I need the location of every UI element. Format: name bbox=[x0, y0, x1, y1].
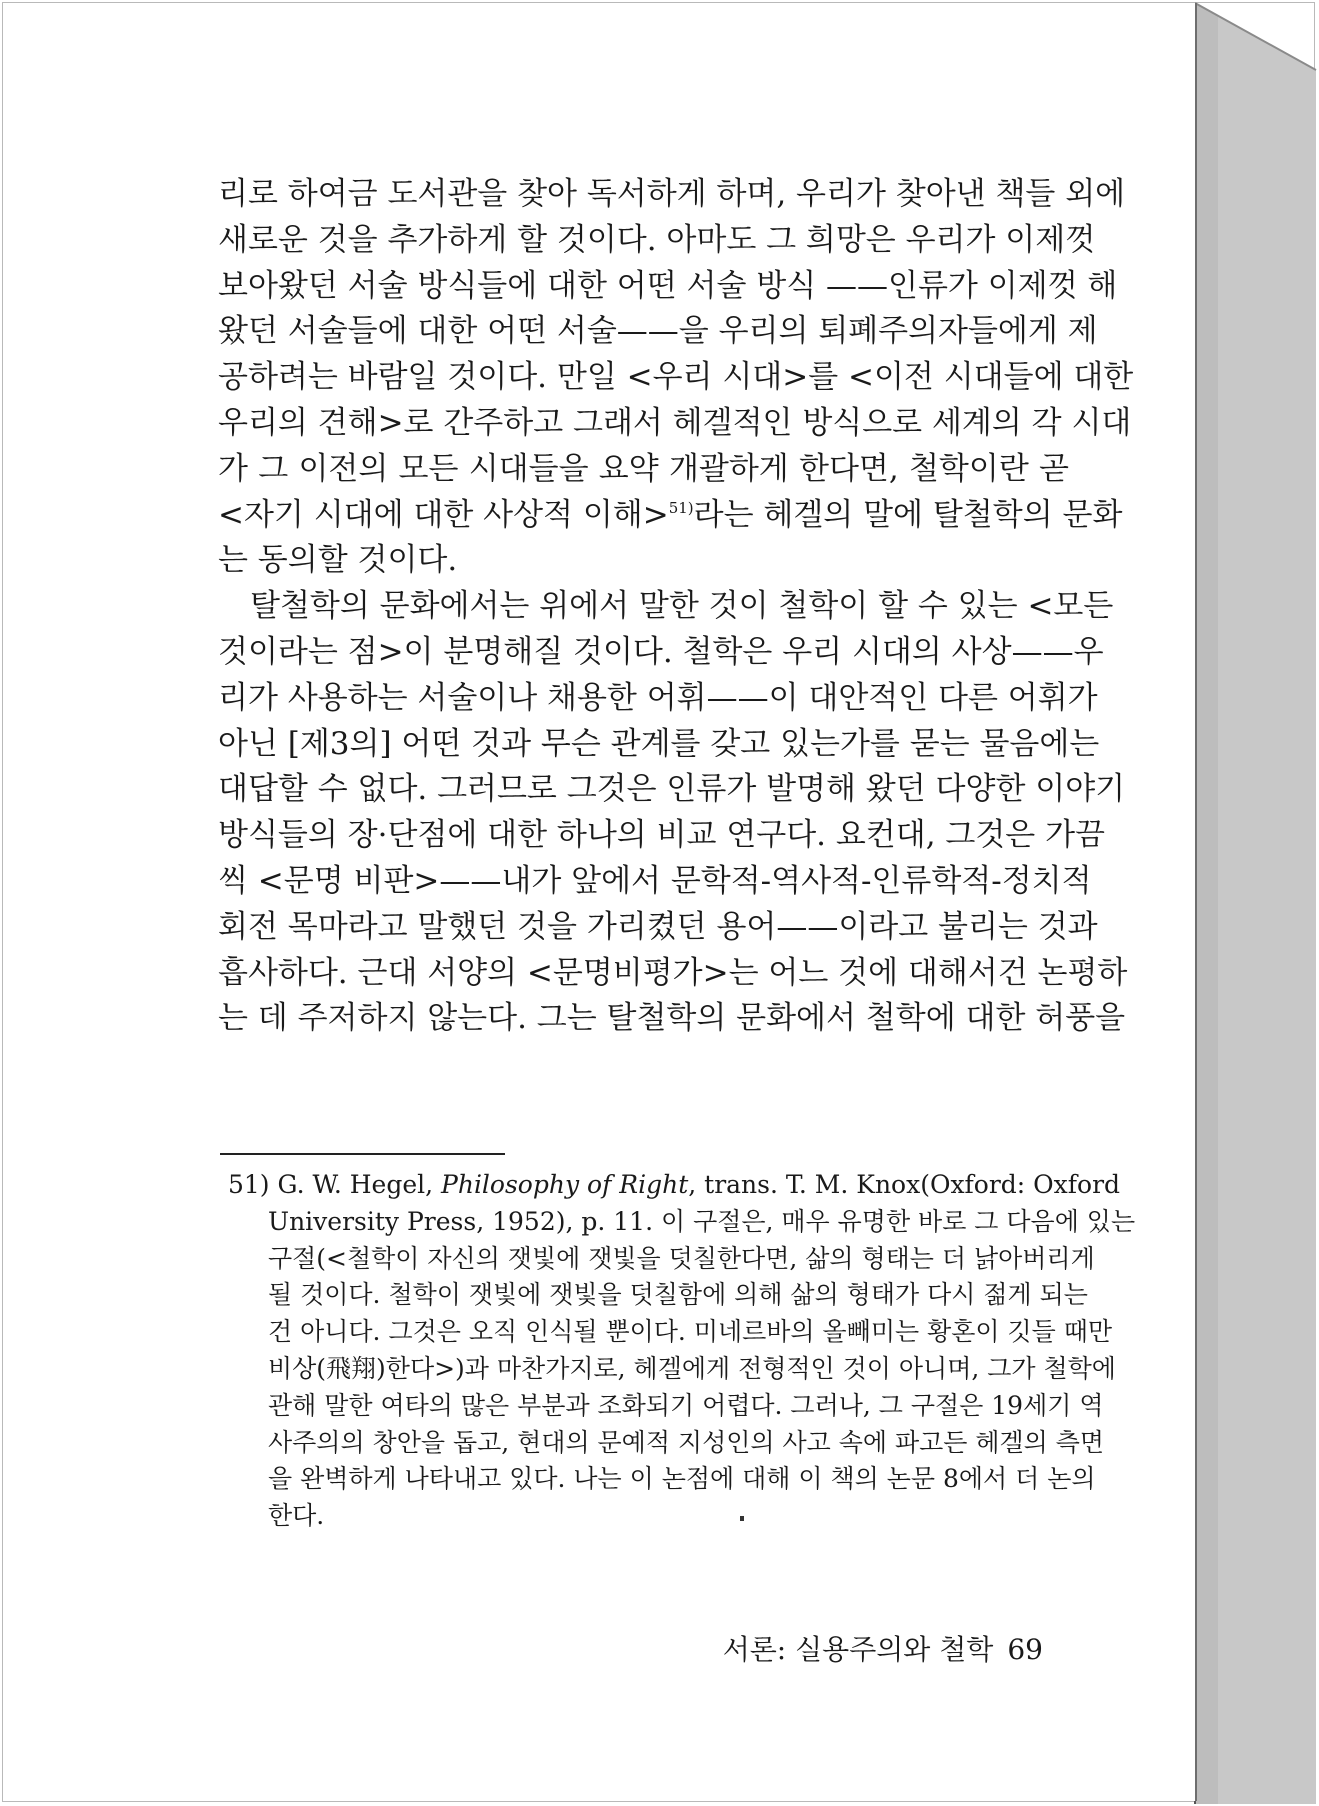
footnote-author: G. W. Hegel, bbox=[277, 1170, 442, 1199]
footnote-number: 51) bbox=[228, 1170, 270, 1199]
body-line: 보아왔던 서술 방식들에 대한 어떤 서술 방식 ——인류가 이제껏 해 bbox=[218, 267, 1118, 304]
body-line: 리가 사용하는 서술이나 채용한 어휘——이 대안적인 다른 어휘가 bbox=[218, 679, 1098, 716]
footnote-line: 비상(飛翔)한다>)과 마찬가지로, 헤겔에게 전형적인 것이 아니며, 그가 철학에 bbox=[268, 1353, 1116, 1383]
footnote-line: 구절(<철학이 자신의 잿빛에 잿빛을 덧칠한다면, 삶의 형태는 더 낡아버리게 bbox=[268, 1243, 1095, 1273]
body-line: 흡사하다. 근대 서양의 <문명비평가>는 어느 것에 대해서건 논평하 bbox=[218, 954, 1128, 991]
footnote-line: 관해 말한 여타의 많은 부분과 조화되기 어렵다. 그러나, 그 구절은 19세기 역 bbox=[268, 1390, 1104, 1420]
footnote-line: 한다. bbox=[268, 1501, 325, 1531]
footnote-divider bbox=[220, 1153, 505, 1155]
footnote-line: 될 것이다. 철학이 잿빛에 잿빛을 덧칠함에 의해 삶의 형태가 다시 젊게 되는 bbox=[268, 1280, 1088, 1310]
body-line-head: <자기 시대에 대한 사상적 이해> bbox=[218, 496, 669, 533]
footnote-book-title: Philosophy of Right bbox=[441, 1170, 689, 1199]
ink-speck bbox=[740, 1516, 744, 1521]
body-line: 회전 목마라고 말했던 것을 가리켰던 용어——이라고 불리는 것과 bbox=[218, 908, 1098, 945]
body-line: 공하려는 바람일 것이다. 만일 <우리 시대>를 <이전 시대들에 대한 bbox=[218, 359, 1134, 396]
body-line: 대답할 수 없다. 그러므로 그것은 인류가 발명해 왔던 다양한 이야기 bbox=[218, 771, 1126, 808]
body-line: 는 동의할 것이다. bbox=[218, 542, 458, 579]
body-text bbox=[218, 172, 1134, 1042]
body-line: 가 그 이전의 모든 시대들을 요약 개괄하게 한다면, 철학이란 곧 bbox=[218, 450, 1069, 487]
body-line: 것이라는 점>이 분명해질 것이다. 철학은 우리 시대의 사상——우 bbox=[218, 633, 1104, 670]
footnote-line bbox=[228, 1167, 1121, 1204]
body-line: 리로 하여금 도서관을 찾아 독서하게 하며, 우리가 찾아낸 책들 외에 bbox=[218, 176, 1126, 212]
body-line: 왔던 서술들에 대한 어떤 서술——을 우리의 퇴폐주의자들에게 제 bbox=[218, 313, 1098, 350]
footnote-line: University Press, 1952), p. 11. 이 구절은, 매우 유명한 바로 그 다음에 있는 bbox=[268, 1206, 1136, 1236]
body-line: 우리의 견해>로 간주하고 그래서 헤겔적인 방식으로 세계의 각 시대 bbox=[218, 404, 1132, 441]
footnote-line: 건 아니다. 그것은 오직 인식될 뿐이다. 미네르바의 올빼미는 황혼이 깃들 때만 bbox=[268, 1317, 1113, 1347]
body-line: 씩 <문명 비판>——내가 앞에서 문학적-역사적-인류학적-정치적 bbox=[218, 862, 1092, 899]
page-number: 69 bbox=[1007, 1633, 1043, 1666]
running-footer bbox=[723, 1628, 1043, 1668]
footnote-line: 사주의의 창안을 돕고, 현대의 문예적 지성인의 사고 속에 파고든 헤겔의 측면 bbox=[268, 1427, 1105, 1457]
footnote-reference[interactable]: 51) bbox=[668, 498, 694, 517]
footnote-block bbox=[228, 1167, 1136, 1535]
body-line-with-note bbox=[218, 493, 1123, 539]
running-title: 서론: 실용주의와 철학 bbox=[722, 1633, 994, 1666]
body-line: 탈철학의 문화에서는 위에서 말한 것이 철학이 할 수 있는 <모든 bbox=[250, 588, 1114, 625]
body-line: 아닌 [제3의] 어떤 것과 무슨 관계를 갖고 있는가를 묻는 물음에는 bbox=[218, 725, 1100, 762]
footnote-publication: , trans. T. M. Knox(Oxford: Oxford bbox=[688, 1170, 1121, 1199]
footnote-line: 을 완벽하게 나타내고 있다. 나는 이 논점에 대해 이 책의 논문 8에서 더 논의 bbox=[268, 1464, 1096, 1494]
body-line: 는 데 주저하지 않는다. 그는 탈철학의 문화에서 철학에 대한 허풍을 bbox=[218, 1000, 1126, 1037]
body-line: 방식들의 장·단점에 대한 하나의 비교 연구다. 요컨대, 그것은 가끔 bbox=[218, 817, 1105, 854]
body-line-tail: 라는 헤겔의 말에 탈철학의 문화 bbox=[693, 496, 1123, 533]
body-line: 새로운 것을 추가하게 할 것이다. 아마도 그 희망은 우리가 이제껏 bbox=[218, 221, 1096, 258]
